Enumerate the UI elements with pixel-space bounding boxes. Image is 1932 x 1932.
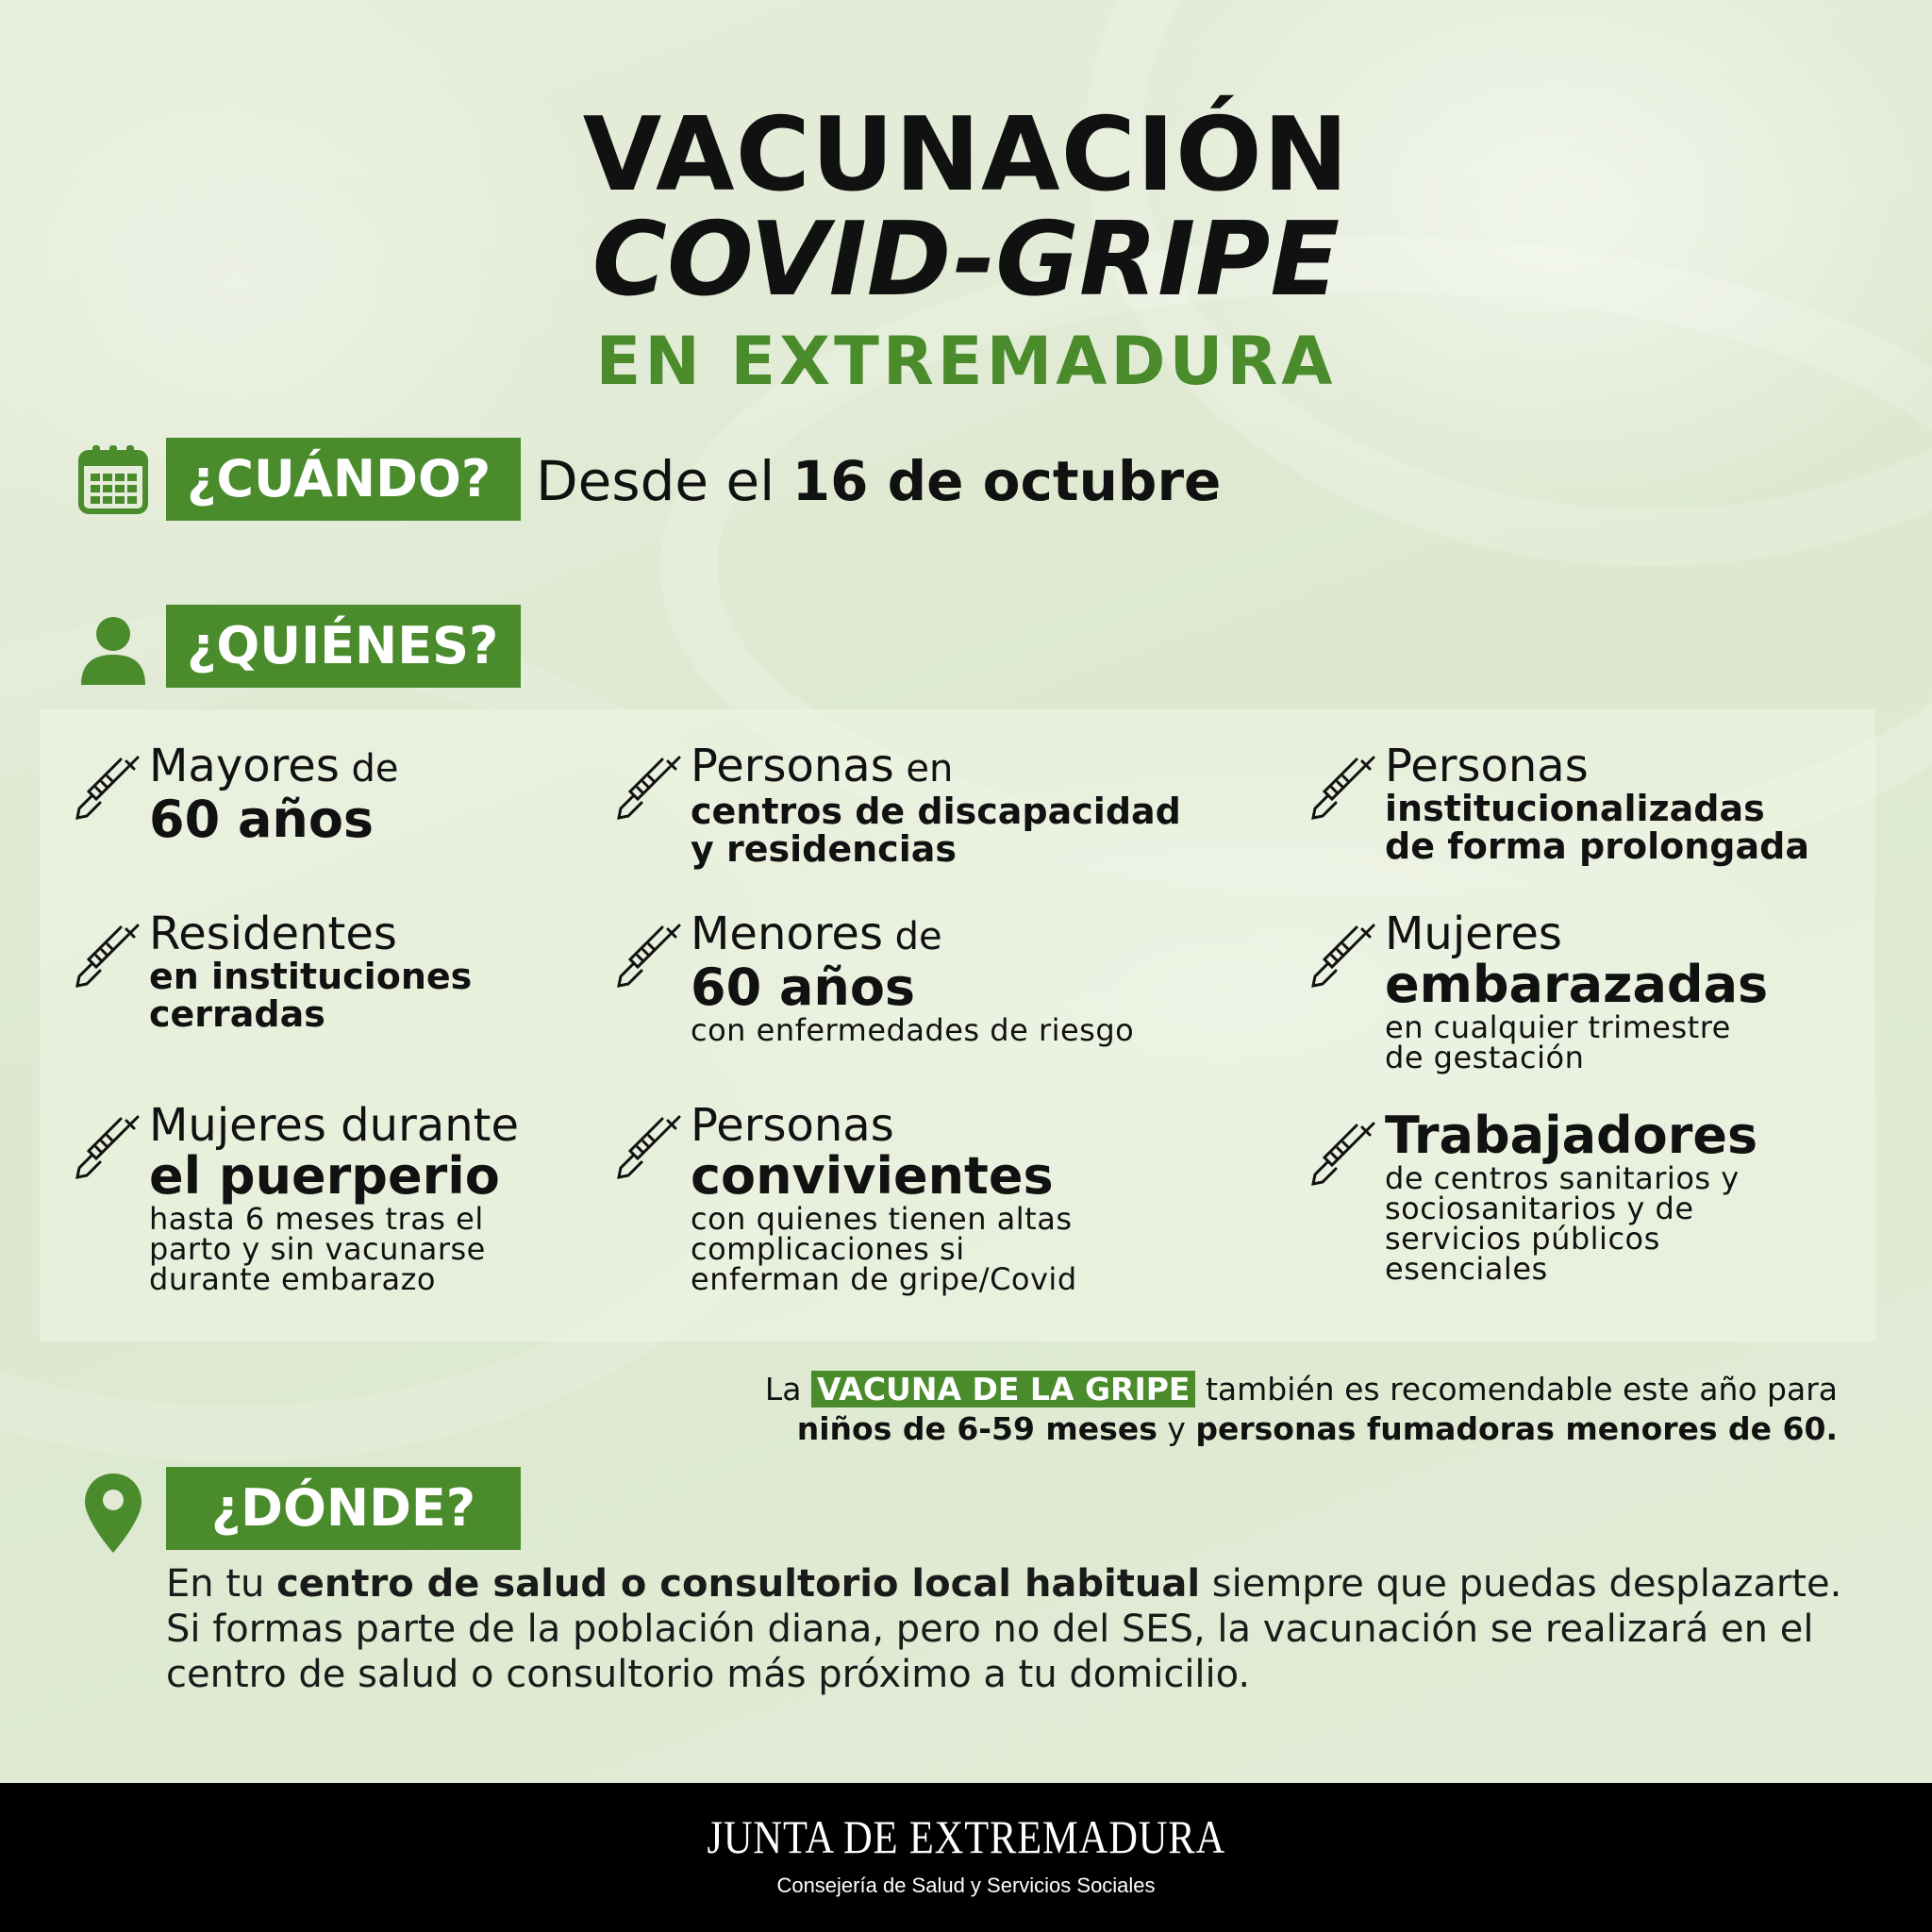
location-pin-icon: [83, 1472, 143, 1555]
item-detail: de centros sanitarios y: [1385, 1160, 1740, 1196]
item-lead: Menores: [691, 908, 883, 960]
syringe-icon: [615, 754, 683, 822]
item-bold: institucionalizadas: [1385, 788, 1765, 829]
item-detail: complicaciones si: [691, 1231, 965, 1267]
title-line-2: COVID-GRIPE: [591, 201, 1341, 319]
title-line-3: EN EXTREMADURA: [595, 323, 1337, 400]
item-detail: con quienes tienen altas: [691, 1201, 1073, 1237]
note-bold-2: personas fumadoras menores de 60.: [1195, 1410, 1838, 1447]
department-name: Consejería de Salud y Servicios Sociales: [776, 1874, 1156, 1897]
item-bold: convivientes: [691, 1146, 1054, 1206]
item-bold: 60 años: [149, 790, 375, 849]
item-detail: parto y sin vacunarse: [149, 1231, 486, 1267]
where-p1-bold: centro de salud o consultorio local habitual: [276, 1562, 1201, 1606]
calendar-icon: [77, 443, 149, 515]
syringe-icon: [74, 922, 142, 990]
item-detail: enferman de gripe/Covid: [691, 1261, 1077, 1297]
syringe-icon: [1309, 754, 1377, 822]
item-bold: cerradas: [149, 993, 325, 1035]
item-bold: en instituciones: [149, 956, 473, 997]
item-lead-suffix: en: [893, 747, 954, 791]
item-bold: Trabajadores: [1385, 1106, 1758, 1165]
note-mid: y: [1157, 1410, 1196, 1447]
item-detail: durante embarazo: [149, 1261, 436, 1297]
where-p1-post: siempre que puedas desplazarte.: [1200, 1562, 1842, 1606]
item-lead: Mayores: [149, 740, 340, 792]
item-detail: de gestación: [1385, 1040, 1585, 1075]
item-lead-suffix: de: [339, 747, 399, 791]
item-lead: Mujeres: [1385, 908, 1562, 960]
title-line-1: VACUNACIÓN: [582, 96, 1350, 214]
where-tag: ¿DÓNDE?: [166, 1467, 521, 1550]
organization-logo-text: JUNTA DE EXTREMADURA: [707, 1810, 1225, 1863]
item-bold: centros de discapacidad: [691, 791, 1181, 832]
item-lead: Residentes: [149, 908, 397, 960]
syringe-icon: [74, 754, 142, 822]
when-text: [536, 448, 1221, 514]
item-lead: Personas: [691, 740, 894, 792]
footer: [0, 1783, 1932, 1932]
syringe-icon: [1309, 922, 1377, 990]
item-detail: hasta 6 meses tras el: [149, 1201, 484, 1237]
when-tag: ¿CUÁNDO?: [166, 438, 521, 521]
syringe-icon: [615, 922, 683, 990]
item-bold: y residencias: [691, 828, 957, 870]
syringe-icon: [615, 1113, 683, 1181]
note-post: también es recomendable este año para: [1195, 1371, 1838, 1407]
item-lead: Mujeres durante: [149, 1099, 519, 1152]
item-detail: servicios públicos: [1385, 1221, 1660, 1257]
item-bold: embarazadas: [1385, 955, 1769, 1014]
note-bold-1: niños de 6-59 meses: [796, 1410, 1158, 1447]
item-detail: esenciales: [1385, 1251, 1548, 1287]
item-detail: en cualquier trimestre: [1385, 1009, 1731, 1045]
when-prefix: Desde el: [536, 449, 775, 513]
person-icon: [79, 615, 147, 685]
item-bold: 60 años: [691, 958, 916, 1017]
where-text: [166, 1561, 1864, 1697]
note-pre: La: [764, 1371, 802, 1407]
who-tag: ¿QUIÉNES?: [166, 605, 521, 688]
item-detail: sociosanitarios y de: [1385, 1191, 1694, 1226]
where-p1-pre: En tu: [166, 1562, 277, 1606]
when-date: 16 de octubre: [791, 449, 1222, 513]
title-block: [0, 96, 1932, 404]
where-p2: Si formas parte de la población diana, pero no del SES, la vacunación se realizará en el centro de salud o consultorio más próximo a tu domicilio.: [166, 1607, 1814, 1696]
syringe-icon: [74, 1113, 142, 1181]
item-lead: Personas: [1385, 740, 1589, 792]
flu-vaccine-note: [765, 1370, 1838, 1449]
note-highlight: VACUNA DE LA GRIPE: [811, 1371, 1195, 1407]
item-lead-suffix: de: [882, 915, 942, 958]
item-lead: Personas: [691, 1099, 894, 1152]
item-bold: de forma prolongada: [1385, 825, 1809, 867]
item-detail: con enfermedades de riesgo: [691, 1012, 1135, 1048]
syringe-icon: [1309, 1120, 1377, 1188]
item-bold: el puerperio: [149, 1146, 500, 1206]
